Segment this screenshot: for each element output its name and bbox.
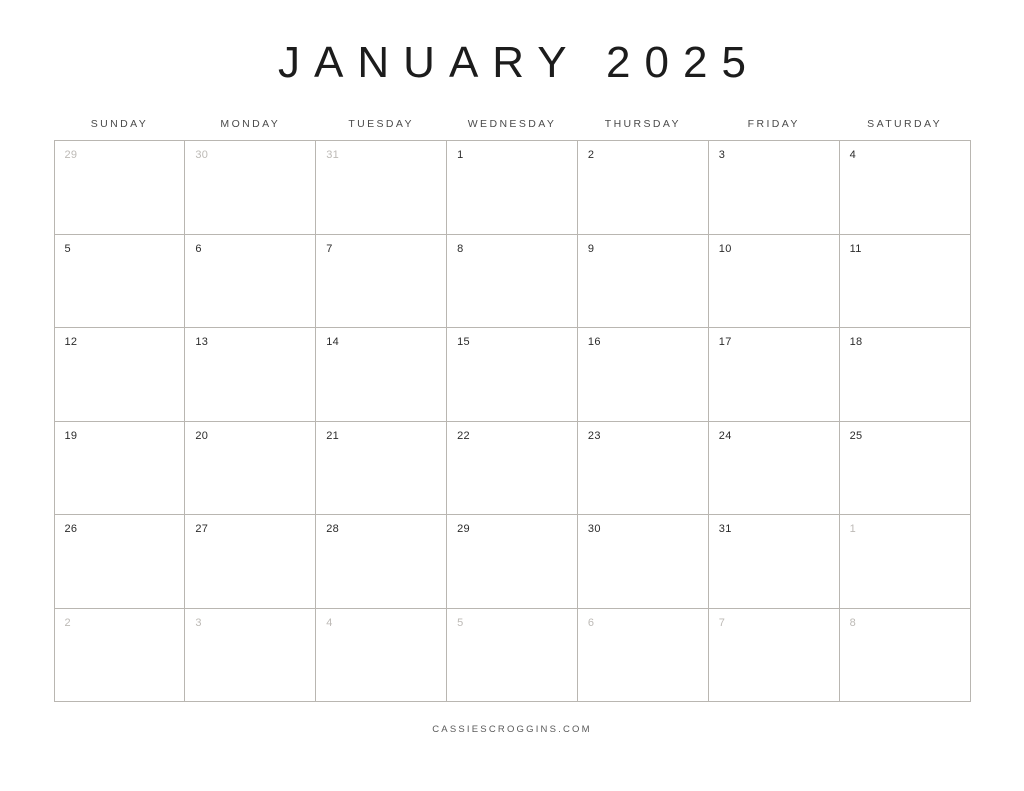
page-title: JANUARY 2025 [278, 38, 760, 87]
day-number: 5 [64, 242, 71, 255]
day-number: 9 [587, 242, 595, 255]
weekday-label: THURSDAY [604, 118, 681, 130]
calendar-grid [54, 140, 971, 702]
day-number: 2 [64, 616, 71, 629]
day-number: 6 [195, 242, 202, 255]
calendar-day-cell[interactable] [840, 328, 971, 422]
calendar-day-cell[interactable] [447, 328, 578, 422]
weekday-label: SATURDAY [867, 118, 942, 130]
calendar-day-cell[interactable] [840, 422, 971, 516]
day-number: 30 [195, 149, 209, 161]
calendar-day-cell[interactable] [316, 515, 447, 609]
calendar-day-cell[interactable] [185, 422, 316, 516]
day-number: 5 [457, 616, 464, 629]
calendar-day-cell[interactable] [709, 328, 840, 422]
calendar-day-cell[interactable] [55, 515, 186, 609]
calendar-day-cell[interactable] [185, 235, 316, 329]
day-number: 23 [587, 429, 601, 442]
day-number: 10 [718, 242, 732, 255]
day-number: 27 [195, 523, 209, 535]
day-number: 17 [718, 336, 732, 348]
calendar-day-cell[interactable] [578, 235, 709, 329]
day-number: 29 [64, 149, 78, 161]
day-number: 1 [849, 523, 857, 535]
calendar-day-cell[interactable] [55, 422, 186, 516]
day-number: 22 [457, 429, 470, 442]
calendar-day-cell[interactable] [709, 422, 840, 516]
calendar-day-cell[interactable] [709, 235, 840, 329]
weekday-label: TUESDAY [348, 118, 414, 130]
calendar-day-cell[interactable] [185, 609, 316, 703]
day-number: 4 [849, 149, 857, 161]
calendar-day-cell[interactable] [316, 235, 447, 329]
calendar-day-cell[interactable] [447, 141, 578, 235]
day-number: 26 [64, 523, 78, 535]
weekday-label: SUNDAY [90, 118, 149, 130]
day-number: 29 [457, 523, 470, 535]
calendar-day-cell[interactable] [578, 609, 709, 703]
calendar-day-cell[interactable] [709, 141, 840, 235]
calendar-day-cell[interactable] [447, 422, 578, 516]
day-number: 31 [718, 523, 732, 535]
day-number: 1 [457, 149, 464, 161]
day-number: 13 [195, 336, 209, 348]
calendar-day-cell[interactable] [185, 141, 316, 235]
calendar-day-cell[interactable] [185, 328, 316, 422]
calendar-day-cell[interactable] [447, 515, 578, 609]
day-number: 11 [849, 242, 862, 255]
day-number: 31 [326, 149, 340, 161]
weekday-label: MONDAY [220, 118, 281, 130]
day-number: 4 [326, 616, 333, 629]
calendar-day-cell[interactable] [316, 609, 447, 703]
day-number: 25 [849, 429, 863, 442]
day-number: 24 [718, 429, 732, 442]
day-number: 3 [718, 149, 726, 161]
day-number: 7 [326, 242, 333, 255]
calendar-day-cell[interactable] [55, 141, 186, 235]
day-number: 16 [587, 336, 601, 348]
day-number: 19 [64, 429, 78, 442]
calendar-day-cell[interactable] [185, 515, 316, 609]
day-number: 15 [457, 336, 470, 348]
day-number: 18 [849, 336, 863, 348]
day-number: 8 [849, 616, 857, 629]
calendar-day-cell[interactable] [55, 609, 186, 703]
day-number: 3 [195, 616, 202, 629]
day-number: 6 [587, 616, 595, 629]
footer-watermark: CASSIESCROGGINS.COM [432, 724, 592, 735]
calendar-day-cell[interactable] [840, 515, 971, 609]
day-number: 30 [587, 523, 601, 535]
calendar-day-cell[interactable] [316, 422, 447, 516]
calendar-day-cell[interactable] [709, 609, 840, 703]
day-number: 12 [64, 336, 78, 348]
day-number: 2 [587, 149, 595, 161]
weekday-header-row [54, 118, 970, 140]
calendar-day-cell[interactable] [840, 609, 971, 703]
calendar-day-cell[interactable] [316, 141, 447, 235]
calendar-day-cell[interactable] [55, 328, 186, 422]
day-number: 7 [718, 616, 726, 629]
calendar-day-cell[interactable] [316, 328, 447, 422]
calendar-day-cell[interactable] [578, 515, 709, 609]
day-number: 28 [326, 523, 340, 535]
day-number: 8 [457, 242, 464, 255]
day-number: 14 [326, 336, 340, 348]
weekday-label: FRIDAY [747, 118, 800, 130]
day-number: 20 [195, 429, 209, 442]
calendar-day-cell[interactable] [447, 609, 578, 703]
calendar-day-cell[interactable] [447, 235, 578, 329]
calendar-day-cell[interactable] [709, 515, 840, 609]
weekday-label: WEDNESDAY [467, 118, 557, 130]
calendar-day-cell[interactable] [578, 328, 709, 422]
calendar-day-cell[interactable] [578, 422, 709, 516]
calendar-day-cell[interactable] [55, 235, 186, 329]
calendar-day-cell[interactable] [840, 235, 971, 329]
calendar-day-cell[interactable] [578, 141, 709, 235]
calendar-day-cell[interactable] [840, 141, 971, 235]
day-number: 21 [326, 429, 340, 442]
